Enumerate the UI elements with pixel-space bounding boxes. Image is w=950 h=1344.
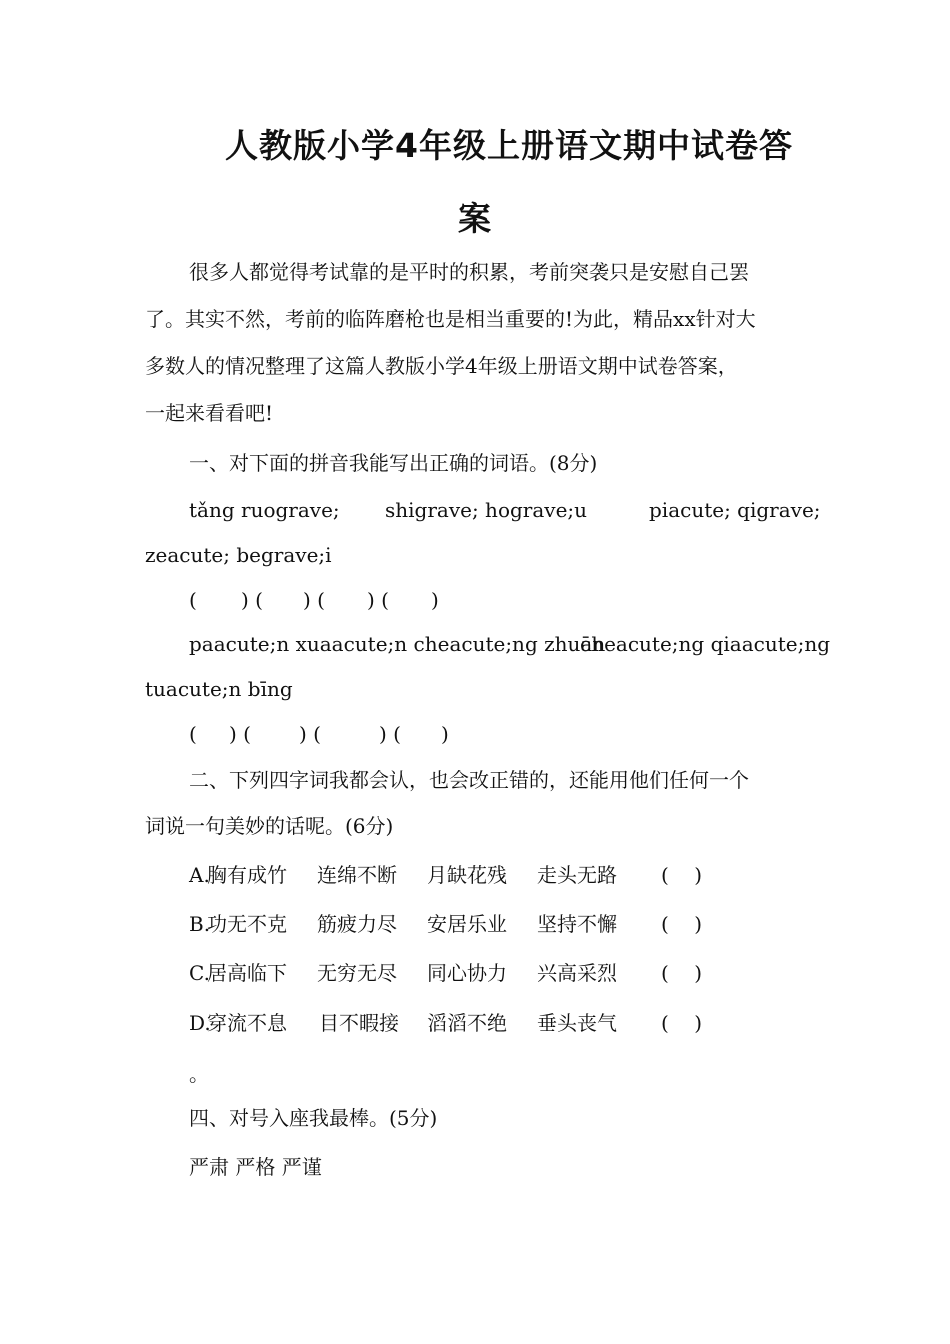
blank-paren: ( <box>189 588 197 612</box>
option-word: 垂头丧气 <box>537 1011 617 1035</box>
blank-paren: ( <box>189 722 197 746</box>
blank-paren: ) ( <box>299 722 321 746</box>
option-label: C. <box>189 961 210 985</box>
option-word: 坚持不懈 <box>537 912 617 936</box>
section4-word-list: 严肃 严格 严谨 <box>189 1155 322 1179</box>
option-blank: ( ) <box>661 1011 703 1035</box>
option-word: 安居乐业 <box>427 912 507 936</box>
section4-heading: 四、对号入座我最棒。(5分) <box>189 1106 438 1130</box>
option-blank: ( ) <box>661 961 703 985</box>
option-word: 穿流不息 <box>207 1011 287 1035</box>
option-word: 同心协力 <box>427 961 507 985</box>
option-word: 筋疲力尽 <box>317 912 397 936</box>
option-word: 胸有成竹 <box>207 863 287 887</box>
option-blank: ( ) <box>661 912 703 936</box>
option-word: 无穷无尽 <box>317 961 397 985</box>
blank-paren: ) <box>441 722 449 746</box>
pinyin-word: shigrave; hograve;u <box>385 498 588 522</box>
blank-paren: ) ( <box>241 588 263 612</box>
option-blank: ( ) <box>661 863 703 887</box>
section2-heading-line1: 二、下列四字词我都会认，也会改正错的，还能用他们任何一个 <box>189 768 749 792</box>
option-word: 功无不克 <box>207 912 287 936</box>
pinyin-word: paacute;n xuaacute;n cheacute;ng zhuān <box>189 632 606 656</box>
pinyin-word: tǎng ruograve; <box>189 498 340 522</box>
option-word: 居高临下 <box>207 961 287 985</box>
pinyin-row-1-continued: zeacute; begrave;i <box>145 543 332 567</box>
pinyin-row-2-continued: tuacute;n bīng <box>145 677 293 701</box>
pinyin-word: piacute; qigrave; <box>649 498 821 522</box>
option-label: A. <box>189 863 210 887</box>
option-label: D. <box>189 1011 211 1035</box>
option-word: 兴高采烈 <box>537 961 617 985</box>
option-word: 连绵不断 <box>317 863 397 887</box>
document-title-line2: 案 <box>458 199 492 238</box>
blank-paren: ) ( <box>229 722 251 746</box>
pinyin-word: cheacute;ng qiaacute;ng <box>580 632 830 656</box>
blank-paren: ) ( <box>379 722 401 746</box>
intro-line-1: 很多人都觉得考试靠的是平时的积累，考前突袭只是安慰自己罢 <box>189 260 749 284</box>
document-title-line1: 人教版小学4年级上册语文期中试卷答 <box>225 126 793 165</box>
option-word: 走头无路 <box>537 863 617 887</box>
section2-heading-line2: 词说一句美妙的话呢。(6分) <box>145 814 394 838</box>
option-word: 月缺花残 <box>427 863 507 887</box>
intro-line-2: 了。其实不然，考前的临阵磨枪也是相当重要的!为此，精品xx针对大 <box>145 307 756 331</box>
option-label: B. <box>189 912 211 936</box>
option-word: 滔滔不绝 <box>427 1011 507 1035</box>
section2-end-mark: 。 <box>189 1062 209 1086</box>
blank-paren: ) ( <box>303 588 325 612</box>
intro-line-3: 多数人的情况整理了这篇人教版小学4年级上册语文期中试卷答案， <box>145 354 738 378</box>
blank-paren: ) <box>431 588 439 612</box>
section1-heading: 一、对下面的拼音我能写出正确的词语。(8分) <box>189 451 598 475</box>
option-word: 目不暇接 <box>319 1011 399 1035</box>
intro-line-4: 一起来看看吧! <box>145 401 274 425</box>
blank-paren: ) ( <box>367 588 389 612</box>
